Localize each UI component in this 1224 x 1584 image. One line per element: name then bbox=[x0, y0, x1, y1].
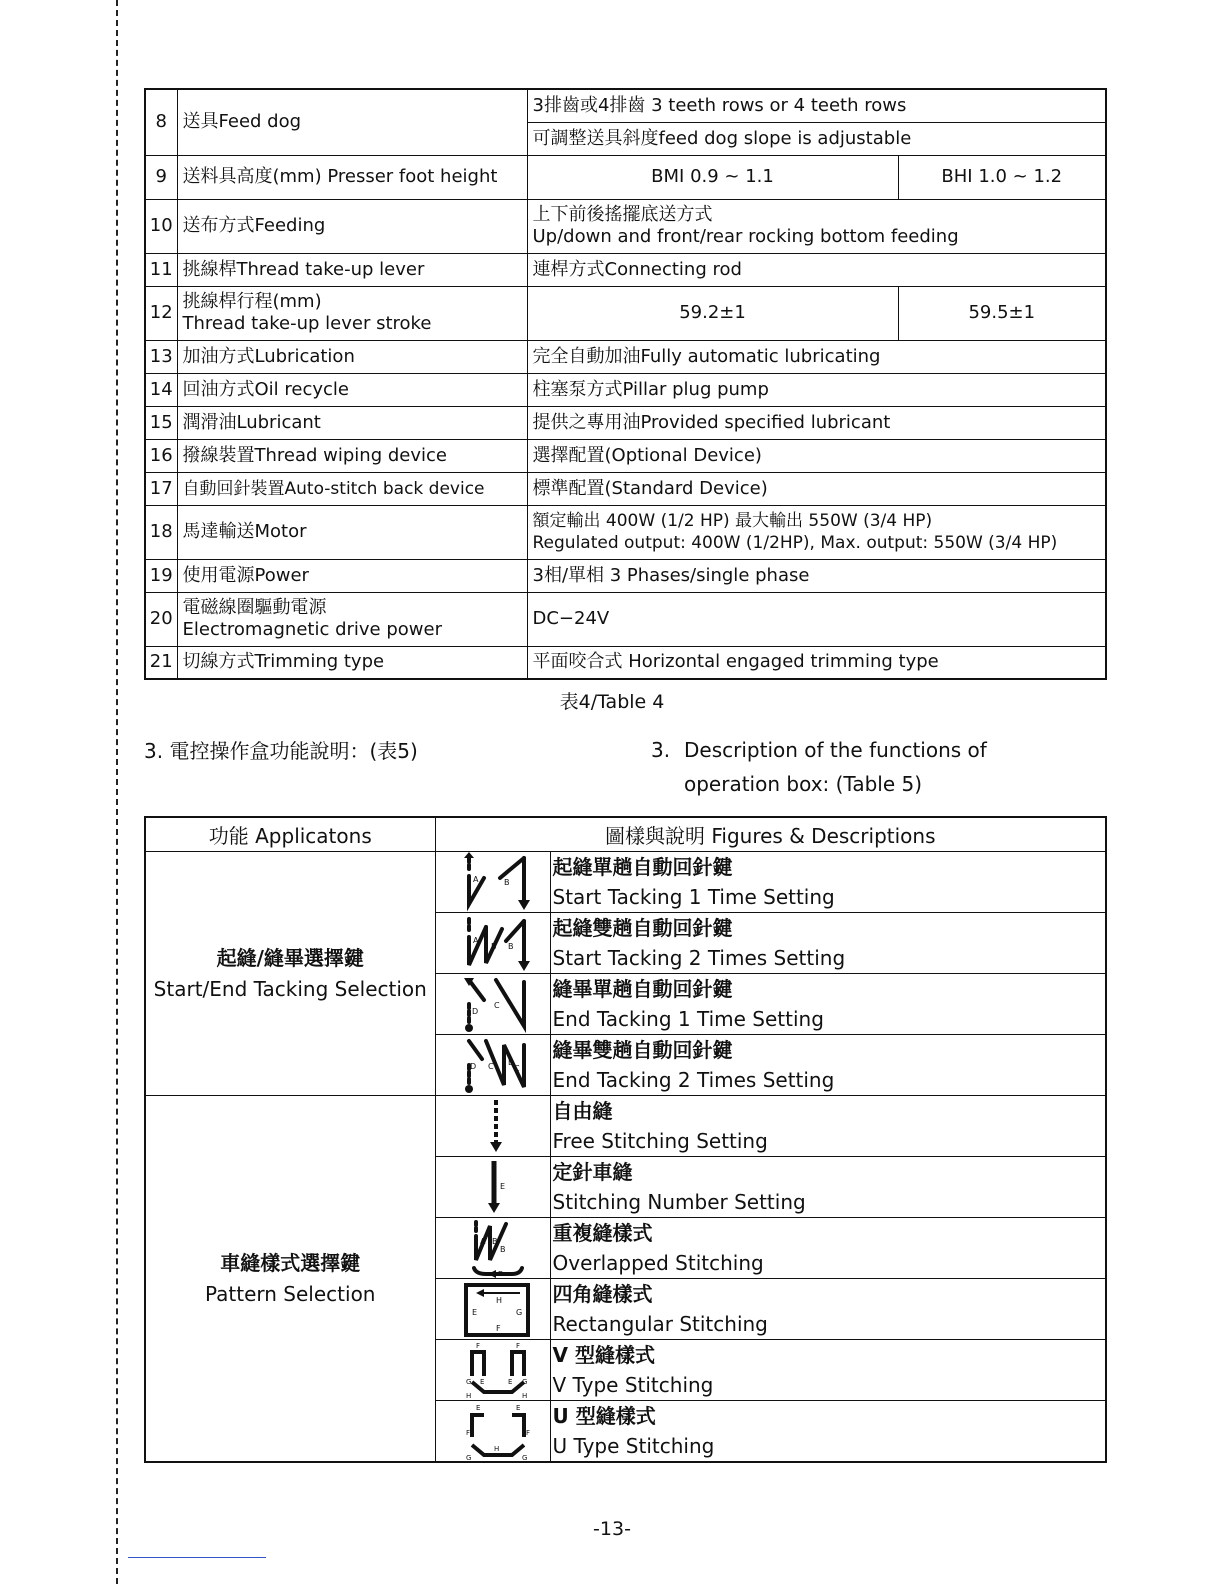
row-item: 切線方式Trimming type bbox=[177, 646, 527, 679]
desc-en: Start Tacking 1 Time Setting bbox=[552, 885, 835, 909]
end-tack-2-icon bbox=[435, 1035, 550, 1096]
row-item bbox=[177, 592, 527, 646]
row-number: 15 bbox=[145, 406, 177, 439]
svg-text:F: F bbox=[465, 1429, 470, 1437]
row-value: 提供之專用油Provided specified lubricant bbox=[527, 406, 1106, 439]
svg-text:D: D bbox=[469, 1062, 476, 1071]
table-row bbox=[145, 592, 1106, 646]
svg-text:G: G bbox=[465, 1378, 471, 1386]
svg-text:D: D bbox=[507, 1058, 514, 1067]
svg-text:E: E bbox=[507, 1378, 512, 1386]
desc-zh: 重複縫樣式 bbox=[552, 1221, 653, 1245]
svg-text:G: G bbox=[521, 1454, 527, 1461]
svg-text:B: B bbox=[507, 942, 513, 951]
end-tack-1-icon bbox=[435, 974, 550, 1035]
row-item: 加油方式Lubrication bbox=[177, 340, 527, 373]
desc-en: Free Stitching Setting bbox=[552, 1129, 768, 1153]
row-value: DC−24V bbox=[527, 592, 1106, 646]
svg-text:A: A bbox=[479, 1237, 485, 1246]
section-number: 3. bbox=[651, 738, 671, 762]
table-row bbox=[145, 1096, 1106, 1157]
row-value: 選擇配置(Optional Device) bbox=[527, 439, 1106, 472]
table-row bbox=[145, 340, 1106, 373]
group-label-zh: 起縫/縫畢選擇鍵 bbox=[216, 945, 364, 970]
row-value-zh: 上下前後搖擺底送方式 bbox=[532, 204, 713, 225]
table-row bbox=[145, 253, 1106, 286]
svg-text:H: H bbox=[495, 1296, 502, 1305]
page-number: -13- bbox=[593, 1518, 631, 1540]
section-line-2: operation box: (Table 5) bbox=[684, 772, 923, 796]
row-number: 12 bbox=[145, 286, 177, 340]
desc-en: V Type Stitching bbox=[552, 1373, 714, 1397]
svg-text:H: H bbox=[521, 1392, 527, 1400]
row-item: 馬達輸送Motor bbox=[177, 505, 527, 559]
table-row bbox=[145, 472, 1106, 505]
svg-text:C: C bbox=[487, 1062, 494, 1071]
desc-v-type-stitch bbox=[550, 1340, 1106, 1401]
desc-rectangular-stitch bbox=[550, 1279, 1106, 1340]
desc-end-tack-2 bbox=[550, 1035, 1106, 1096]
footnote-rule bbox=[128, 1557, 266, 1558]
row-number: 9 bbox=[145, 155, 177, 199]
table-row bbox=[145, 852, 1106, 913]
row-item: 挑線桿Thread take-up lever bbox=[177, 253, 527, 286]
row-item: 送布方式Feeding bbox=[177, 199, 527, 253]
group-label-zh: 車縫樣式選擇鍵 bbox=[220, 1250, 361, 1275]
svg-text:B: B bbox=[490, 942, 496, 951]
desc-zh: 定針車縫 bbox=[552, 1160, 633, 1184]
row-value: 3排齒或4排齒 3 teeth rows or 4 teeth rows bbox=[527, 89, 1106, 122]
header-applications: 功能 Applicatons bbox=[145, 817, 435, 852]
svg-text:G: G bbox=[465, 1454, 471, 1461]
svg-text:A: A bbox=[472, 936, 478, 945]
u-type-stitch-icon bbox=[435, 1401, 550, 1463]
desc-zh: U 型縫樣式 bbox=[552, 1404, 656, 1428]
desc-start-tack-2 bbox=[550, 913, 1106, 974]
svg-text:F: F bbox=[525, 1429, 530, 1437]
row-number: 10 bbox=[145, 199, 177, 253]
svg-text:H: H bbox=[465, 1392, 471, 1400]
svg-text:E: E bbox=[499, 1182, 505, 1191]
desc-zh: V 型縫樣式 bbox=[552, 1343, 655, 1367]
row-value: 3相/單相 3 Phases/single phase bbox=[527, 559, 1106, 592]
desc-en: End Tacking 1 Time Setting bbox=[552, 1007, 824, 1031]
desc-start-tack-1 bbox=[550, 852, 1106, 913]
section-line-1: Description of the functions of bbox=[684, 738, 987, 762]
row-value-zh: 額定輸出 400W (1/2 HP) 最大輸出 550W (3/4 HP) bbox=[532, 511, 933, 531]
row-item: 送具Feed dog bbox=[177, 89, 527, 155]
row-item: 使用電源Power bbox=[177, 559, 527, 592]
stitch-number-icon bbox=[435, 1157, 550, 1218]
table-row bbox=[145, 373, 1106, 406]
table-row bbox=[145, 505, 1106, 559]
svg-text:H: H bbox=[493, 1445, 499, 1453]
section-heading-zh: 3. 電控操作盒功能說明：(表5) bbox=[144, 739, 418, 763]
table-row bbox=[145, 199, 1106, 253]
row-value bbox=[527, 505, 1106, 559]
row-item: 送料具高度(mm) Presser foot height bbox=[177, 155, 527, 199]
svg-text:G: G bbox=[521, 1378, 527, 1386]
row-value: 平面咬合式 Horizontal engaged trimming type bbox=[527, 646, 1106, 679]
group-label-en: Start/End Tacking Selection bbox=[153, 976, 427, 1001]
desc-zh: 縫畢雙趟自動回針鍵 bbox=[552, 1038, 733, 1062]
row-value-bhi: BHI 1.0 ~ 1.2 bbox=[898, 155, 1106, 199]
svg-text:E: E bbox=[515, 1404, 520, 1412]
desc-u-type-stitch bbox=[550, 1401, 1106, 1463]
row-item bbox=[177, 286, 527, 340]
desc-stitch-number bbox=[550, 1157, 1106, 1218]
group-start-end-tacking bbox=[145, 852, 435, 1096]
desc-zh: 自由縫 bbox=[552, 1099, 613, 1123]
desc-free-stitch bbox=[550, 1096, 1106, 1157]
group-label-en: Pattern Selection bbox=[205, 1281, 376, 1306]
cut-line bbox=[116, 0, 118, 1584]
row-number: 17 bbox=[145, 472, 177, 505]
row-item-zh: 電磁線圈驅動電源 bbox=[182, 597, 327, 618]
desc-zh: 起縫雙趟自動回針鍵 bbox=[552, 916, 733, 940]
row-value: 完全自動加油Fully automatic lubricating bbox=[527, 340, 1106, 373]
start-tack-2-icon bbox=[435, 913, 550, 974]
svg-text:G: G bbox=[515, 1308, 522, 1317]
row-number: 21 bbox=[145, 646, 177, 679]
svg-text:D: D bbox=[471, 1007, 478, 1016]
svg-text:E: E bbox=[471, 1308, 477, 1317]
table-header-row bbox=[145, 817, 1106, 852]
svg-text:B: B bbox=[499, 1245, 505, 1254]
header-figures: 圖樣與說明 Figures & Descriptions bbox=[435, 817, 1106, 852]
row-item: 撥線裝置Thread wiping device bbox=[177, 439, 527, 472]
row-number: 11 bbox=[145, 253, 177, 286]
desc-en: End Tacking 2 Times Setting bbox=[552, 1068, 835, 1092]
svg-text:F: F bbox=[475, 1342, 480, 1350]
svg-text:B: B bbox=[491, 1237, 497, 1246]
row-value-en: Up/down and front/rear rocking bottom feeding bbox=[532, 226, 959, 247]
table-row bbox=[145, 646, 1106, 679]
svg-text:C: C bbox=[513, 1064, 520, 1073]
svg-text:F: F bbox=[495, 1324, 501, 1333]
svg-text:E: E bbox=[475, 1404, 480, 1412]
svg-text:C: C bbox=[493, 1001, 500, 1010]
row-number: 18 bbox=[145, 505, 177, 559]
row-item: 潤滑油Lubricant bbox=[177, 406, 527, 439]
table-row bbox=[145, 406, 1106, 439]
operation-box-table bbox=[144, 816, 1107, 1463]
row-item: 自動回針裝置Auto-stitch back device bbox=[177, 472, 527, 505]
svg-text:F: F bbox=[515, 1342, 520, 1350]
table-row bbox=[145, 286, 1106, 340]
row-item-zh: 挑線桿行程(mm) bbox=[182, 291, 322, 312]
row-item-en: Electromagnetic drive power bbox=[182, 619, 442, 640]
row-value-bhi: 59.5±1 bbox=[898, 286, 1106, 340]
desc-en: Overlapped Stitching bbox=[552, 1251, 764, 1275]
desc-en: Rectangular Stitching bbox=[552, 1312, 768, 1336]
rectangular-stitch-icon bbox=[435, 1279, 550, 1340]
desc-en: U Type Stitching bbox=[552, 1434, 715, 1458]
row-number: 19 bbox=[145, 559, 177, 592]
table-row bbox=[145, 439, 1106, 472]
row-item-en: Thread take-up lever stroke bbox=[182, 313, 432, 334]
free-stitch-icon bbox=[435, 1096, 550, 1157]
overlapped-stitch-icon bbox=[435, 1218, 550, 1279]
svg-text:E: E bbox=[479, 1378, 484, 1386]
row-number: 20 bbox=[145, 592, 177, 646]
svg-text:A: A bbox=[472, 875, 478, 884]
desc-zh: 縫畢單趟自動回針鍵 bbox=[552, 977, 733, 1001]
table-caption: 表4/Table 4 bbox=[559, 691, 665, 713]
group-pattern-selection bbox=[145, 1096, 435, 1463]
row-value-bmi: BMI 0.9 ~ 1.1 bbox=[527, 155, 898, 199]
table-row bbox=[145, 155, 1106, 199]
row-value-bmi: 59.2±1 bbox=[527, 286, 898, 340]
section-heading-en bbox=[651, 733, 1071, 801]
row-number: 8 bbox=[145, 89, 177, 155]
row-value: 連桿方式Connecting rod bbox=[527, 253, 1106, 286]
svg-text:D: D bbox=[497, 1270, 503, 1278]
desc-overlapped-stitch bbox=[550, 1218, 1106, 1279]
row-value bbox=[527, 199, 1106, 253]
table-row bbox=[145, 89, 1106, 122]
row-value: 標準配置(Standard Device) bbox=[527, 472, 1106, 505]
v-type-stitch-icon bbox=[435, 1340, 550, 1401]
spec-table bbox=[144, 88, 1107, 680]
desc-zh: 四角縫樣式 bbox=[552, 1282, 653, 1306]
row-value-en: Regulated output: 400W (1/2HP), Max. output: 550W (3/4 HP) bbox=[532, 533, 1058, 553]
table-row bbox=[145, 559, 1106, 592]
row-number: 13 bbox=[145, 340, 177, 373]
row-item: 回油方式Oil recycle bbox=[177, 373, 527, 406]
svg-text:B: B bbox=[503, 878, 509, 887]
start-tack-1-icon bbox=[435, 852, 550, 913]
desc-zh: 起縫單趟自動回針鍵 bbox=[552, 855, 733, 879]
row-value: 可調整送具斜度feed dog slope is adjustable bbox=[527, 122, 1106, 155]
row-number: 16 bbox=[145, 439, 177, 472]
desc-en: Stitching Number Setting bbox=[552, 1190, 806, 1214]
row-number: 14 bbox=[145, 373, 177, 406]
row-value: 柱塞泵方式Pillar plug pump bbox=[527, 373, 1106, 406]
desc-end-tack-1 bbox=[550, 974, 1106, 1035]
desc-en: Start Tacking 2 Times Setting bbox=[552, 946, 846, 970]
